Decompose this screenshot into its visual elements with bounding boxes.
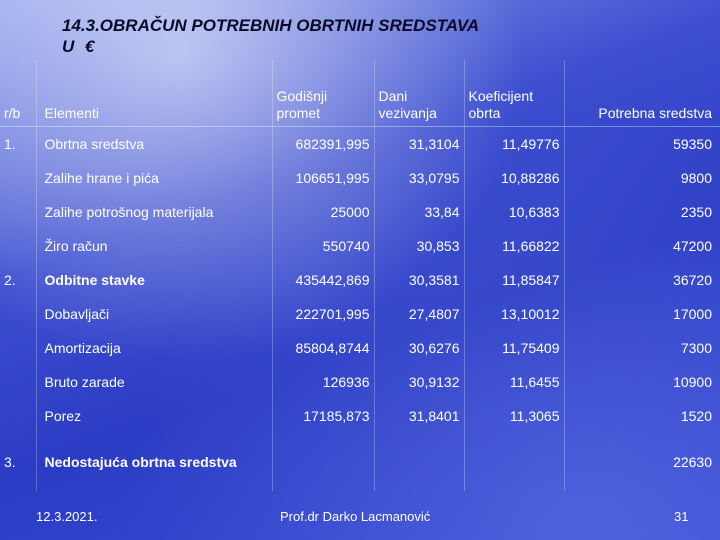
row-promet: 25000 bbox=[272, 195, 374, 229]
table-row bbox=[0, 127, 720, 162]
slide-title bbox=[62, 15, 479, 57]
row-koef: 11,85847 bbox=[464, 263, 564, 297]
row-number bbox=[0, 331, 36, 365]
row-potrebna: 10900 bbox=[673, 374, 712, 390]
table-row bbox=[0, 365, 720, 399]
row-dani: 33,0795 bbox=[374, 161, 464, 195]
row-dani: 30,3581 bbox=[374, 263, 464, 297]
row-element: Porez bbox=[36, 399, 272, 433]
row-promet: 106651,995 bbox=[272, 161, 374, 195]
row-number bbox=[0, 399, 36, 433]
row-dani: 30,9132 bbox=[374, 365, 464, 399]
row-promet: 85804,8744 bbox=[272, 331, 374, 365]
row-potrebna: 2350 bbox=[680, 204, 712, 220]
row-element: Obrtna sredstva bbox=[36, 127, 272, 162]
row-potrebna: 47200 bbox=[673, 238, 712, 254]
row-potrebna: 17000 bbox=[673, 306, 712, 322]
row-number bbox=[0, 195, 36, 229]
row-potrebna: 22630 bbox=[673, 454, 712, 470]
row-koef: 13,10012 bbox=[464, 297, 564, 331]
row-element: Zalihe potrošnog materijala bbox=[36, 195, 272, 229]
row-element: Nedostajuća obrtna sredstva bbox=[36, 433, 272, 491]
row-koef: 11,3065 bbox=[464, 399, 564, 433]
row-number: 3. bbox=[0, 433, 36, 491]
row-promet: 17185,873 bbox=[272, 399, 374, 433]
table-row bbox=[0, 195, 720, 229]
table-row bbox=[0, 331, 720, 365]
row-promet: 435442,869 bbox=[272, 263, 374, 297]
row-dani: 31,8401 bbox=[374, 399, 464, 433]
row-koef: 11,49776 bbox=[464, 127, 564, 162]
row-koef: 10,88286 bbox=[464, 161, 564, 195]
row-promet: 682391,995 bbox=[272, 127, 374, 162]
row-dani: 33,84 bbox=[374, 195, 464, 229]
row-element: Odbitne stavke bbox=[36, 263, 272, 297]
row-potrebna: 59350 bbox=[673, 136, 712, 152]
row-number bbox=[0, 365, 36, 399]
row-number: 1. bbox=[0, 127, 36, 162]
table-row bbox=[0, 161, 720, 195]
table-header-row bbox=[0, 60, 720, 127]
row-potrebna: 36720 bbox=[673, 272, 712, 288]
table-row bbox=[0, 263, 720, 297]
row-potrebna: 9800 bbox=[680, 170, 712, 186]
row-promet: 222701,995 bbox=[272, 297, 374, 331]
row-dani: 30,6276 bbox=[374, 331, 464, 365]
row-promet: 126936 bbox=[272, 365, 374, 399]
row-number bbox=[0, 297, 36, 331]
header-rb: r/b bbox=[0, 60, 36, 127]
row-koef: 11,6455 bbox=[464, 365, 564, 399]
slide-title-line1: 14.3.OBRAČUN POTREBNIH OBRTNIH SREDSTAVA bbox=[62, 16, 480, 35]
slide-title-line2: U € bbox=[62, 37, 98, 56]
row-dani: 30,853 bbox=[374, 229, 464, 263]
header-godisnji-promet: Godišnji promet bbox=[272, 60, 374, 127]
row-dani: 27,4807 bbox=[374, 297, 464, 331]
row-dani bbox=[374, 433, 464, 491]
row-potrebna: 1520 bbox=[680, 408, 712, 424]
header-dani-vezivanja: Dani vezivanja bbox=[374, 60, 464, 127]
row-koef bbox=[464, 433, 564, 491]
footer-date: 12.3.2021. bbox=[36, 509, 98, 524]
header-koeficijent-obrta: Koeficijent obrta bbox=[464, 60, 564, 127]
row-number: 2. bbox=[0, 263, 36, 297]
row-element: Bruto zarade bbox=[36, 365, 272, 399]
row-koef: 11,75409 bbox=[464, 331, 564, 365]
row-koef: 10,6383 bbox=[464, 195, 564, 229]
row-potrebna: 7300 bbox=[680, 340, 712, 356]
row-dani: 31,3104 bbox=[374, 127, 464, 162]
row-element: Zalihe hrane i pića bbox=[36, 161, 272, 195]
row-promet bbox=[272, 433, 374, 491]
footer-page-number: 31 bbox=[674, 509, 689, 524]
row-koef: 11,66822 bbox=[464, 229, 564, 263]
row-number bbox=[0, 161, 36, 195]
header-potrebna-sredstva: Potrebna sredstva bbox=[564, 60, 720, 127]
row-promet: 550740 bbox=[272, 229, 374, 263]
working-capital-table bbox=[0, 60, 720, 491]
table-row bbox=[0, 297, 720, 331]
table-row bbox=[0, 229, 720, 263]
row-element: Žiro račun bbox=[36, 229, 272, 263]
row-number bbox=[0, 229, 36, 263]
row-element: Amortizacija bbox=[36, 331, 272, 365]
footer-author: Prof.dr Darko Lacmanović bbox=[280, 509, 431, 524]
header-elementi: Elementi bbox=[36, 60, 272, 127]
table-row bbox=[0, 399, 720, 433]
table-row bbox=[0, 433, 720, 491]
row-element: Dobavljači bbox=[36, 297, 272, 331]
